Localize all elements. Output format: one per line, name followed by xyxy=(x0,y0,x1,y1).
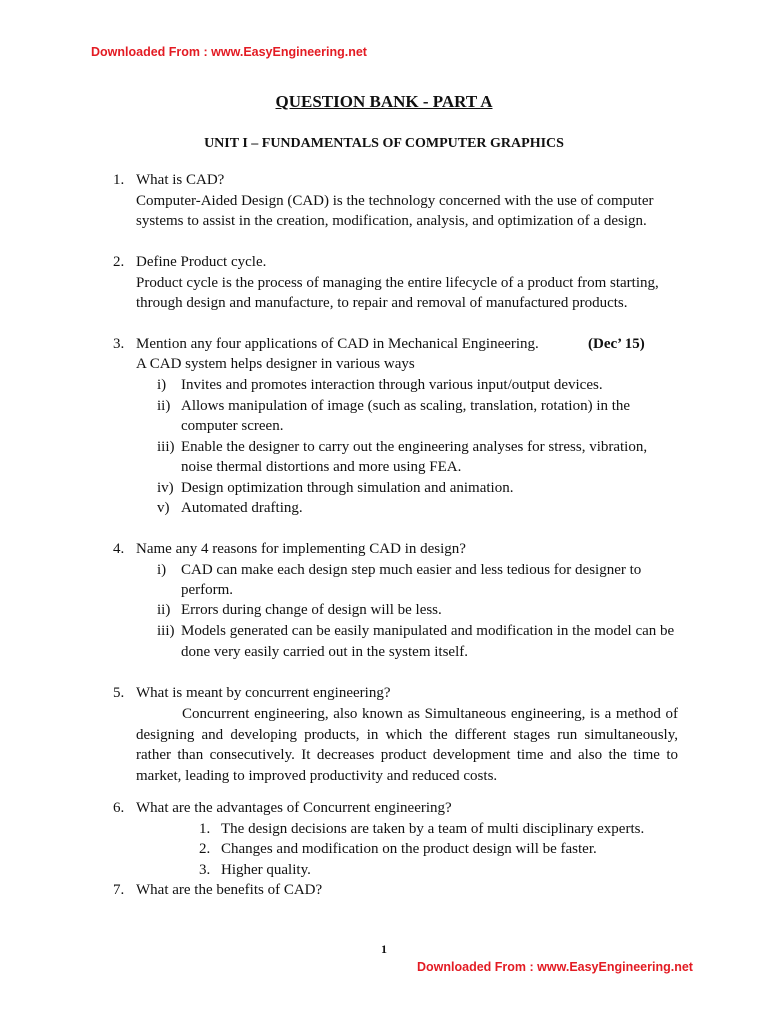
list-item: Design optimization through simulation and animation. xyxy=(181,480,514,496)
item-marker: 3. xyxy=(199,862,211,878)
item-marker: i) xyxy=(157,562,167,578)
item-marker: v) xyxy=(157,500,170,516)
question-number: 6. xyxy=(113,800,125,816)
question-text: Mention any four applications of CAD in Mechanical Engineering. xyxy=(136,336,539,352)
question-text: What is CAD? xyxy=(136,172,225,188)
item-marker: iii) xyxy=(157,439,175,455)
question-text: What are the benefits of CAD? xyxy=(136,882,323,898)
list-item: Higher quality. xyxy=(221,862,311,878)
list-item-continuation: done very easily carried out in the system itself. xyxy=(181,644,468,660)
exam-date-tag: (Dec’ 15) xyxy=(588,336,645,352)
list-item-continuation: noise thermal distortions and more using FEA. xyxy=(181,459,462,475)
item-marker: ii) xyxy=(157,602,171,618)
question-number: 4. xyxy=(113,541,125,557)
list-item: CAD can make each design step much easier and less tedious for designer to xyxy=(181,562,642,578)
list-item: Models generated can be easily manipulated and modification in the model can be xyxy=(181,623,675,639)
question-text: Define Product cycle. xyxy=(136,254,267,270)
question-text: Name any 4 reasons for implementing CAD in design? xyxy=(136,541,466,557)
list-item: Automated drafting. xyxy=(181,500,303,516)
download-source-header: Downloaded From : www.EasyEngineering.net xyxy=(91,45,367,59)
question-text: What are the advantages of Concurrent engineering? xyxy=(136,800,452,816)
item-marker: ii) xyxy=(157,398,171,414)
item-marker: 1. xyxy=(199,821,211,837)
list-item: Allows manipulation of image (such as scaling, translation, rotation) in the xyxy=(181,398,631,414)
answer-paragraph xyxy=(136,704,678,787)
answer-line: Product cycle is the process of managing the entire lifecycle of a product from starting, xyxy=(136,275,659,291)
item-marker: iii) xyxy=(157,623,175,639)
item-marker: i) xyxy=(157,377,167,393)
unit-title: UNIT I – FUNDAMENTALS OF COMPUTER GRAPHICS xyxy=(204,136,564,151)
list-item: The design decisions are taken by a team of multi disciplinary experts. xyxy=(221,821,645,837)
list-item: Enable the designer to carry out the engineering analyses for stress, vibration, xyxy=(181,439,648,455)
list-item: Errors during change of design will be less. xyxy=(181,602,442,618)
answer-line: Computer-Aided Design (CAD) is the technology concerned with the use of computer xyxy=(136,193,654,209)
page-number: 1 xyxy=(381,942,387,956)
answer-line: systems to assist in the creation, modification, analysis, and optimization of a design. xyxy=(136,213,647,229)
question-text: What is meant by concurrent engineering? xyxy=(136,685,391,701)
answer-paragraph-text: Concurrent engineering, also known as Simultaneous engineering, is a method of designing and developing products, in which the different stages run simultaneously, rather than consecutively. It decreases product development time and also the time to market, leading to improved productivity and reduced costs. xyxy=(136,706,678,785)
question-number: 3. xyxy=(113,336,125,352)
page-title: QUESTION BANK - PART A xyxy=(275,92,493,111)
answer-intro: A CAD system helps designer in various ways xyxy=(136,356,415,372)
list-item-continuation: perform. xyxy=(181,582,234,598)
question-number: 7. xyxy=(113,882,125,898)
list-item: Invites and promotes interaction through various input/output devices. xyxy=(181,377,603,393)
list-item-continuation: computer screen. xyxy=(181,418,284,434)
question-number: 2. xyxy=(113,254,125,270)
download-source-footer: Downloaded From : www.EasyEngineering.net xyxy=(417,960,693,974)
question-number: 5. xyxy=(113,685,125,701)
answer-line: through design and manufacture, to repair and removal of manufactured products. xyxy=(136,295,628,311)
item-marker: iv) xyxy=(157,480,174,496)
question-number: 1. xyxy=(113,172,125,188)
item-marker: 2. xyxy=(199,841,211,857)
list-item: Changes and modification on the product design will be faster. xyxy=(221,841,597,857)
